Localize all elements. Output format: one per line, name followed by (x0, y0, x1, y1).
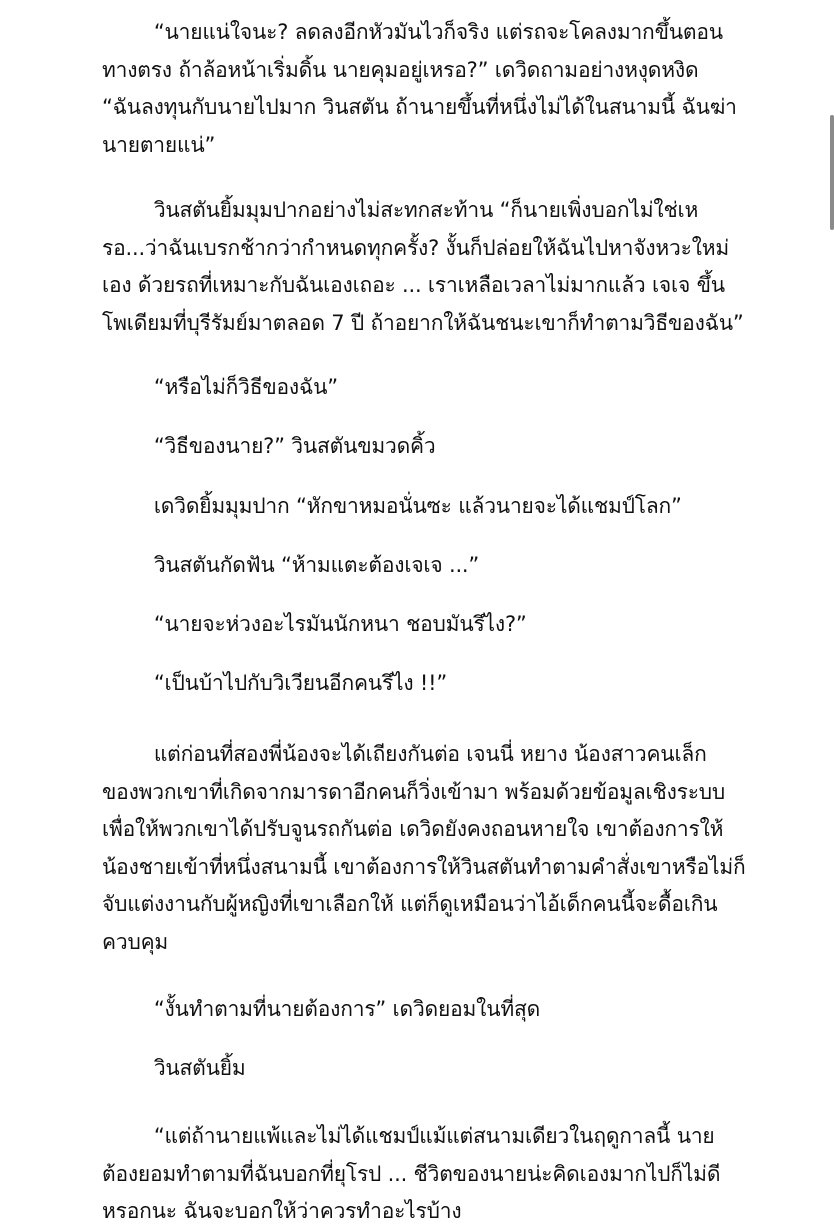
paragraph-8: “เป็นบ้าไปกับวิเวียนอีกคนรึไง !!” (102, 671, 448, 695)
paragraph-12: “แต่ถ้านายแพ้และไม่ได้แชมป์แม้แต่สนามเดียวในฤดูกาลนี้ นาย ต้องยอมทำตามที่ฉันบอกที่ยุโรป ... ชีวิตของนายน่ะคิดเองมากไปก็ไม่ดี หรอกนะ ฉันจะบอกให้ว่าควรทำอะไรบ้าง (102, 1124, 721, 1223)
paragraph-5: เดวิดยิ้มมุมปาก “หักขาหมอนั่นซะ แล้วนายจะได้แชมป์โลก” (102, 494, 682, 518)
paragraph-6: วินสตันกัดฟัน “ห้ามแตะต้องเจเจ ...” (102, 553, 480, 577)
paragraph-4: “วิธีของนาย?” วินสตันขมวดคิ้ว (102, 434, 436, 458)
paragraph-7: “นายจะห่วงอะไรมันนักหนา ชอบมันรึไง?” (102, 612, 527, 636)
paragraph-9: แต่ก่อนที่สองพี่น้องจะได้เถียงกันต่อ เจนนี่ หยาง น้องสาวคนเล็ก ของพวกเขาที่เกิดจากมารดาอีกคนก็วิ่งเข้ามา พร้อมด้วยข้อมูลเชิงระบบ เพื่อให้พวกเขาได้ปรับจูนรถกันต่อ เดวิดยังคงถอนหายใจ เขาต้องการให้ น้องชายเข้าที่หนึ่งสนามนี้ เขาต้องการให้วินสตันทำตามคำสั่งเขาหรือไม่ก็ จับแต่งงานกับผู้หญิงที่เขาเลือกให้ แต่ก็ดูเหมือนว่าไอ้เด็กคนนี้จะดื้อเกิน ควบคุม (102, 742, 746, 954)
paragraph-3: “หรือไม่ก็วิธีของฉัน” (102, 375, 338, 399)
paragraph-10: “งั้นทำตามที่นายต้องการ” เดวิดยอมในที่สุด (102, 997, 541, 1021)
scrollbar-thumb[interactable] (830, 115, 834, 230)
paragraph-1: “นายแน่ใจนะ? ลดลงอีกหัวมันไวก็จริง แต่รถจะโคลงมากขึ้นตอน ทางตรง ถ้าล้อหน้าเริ่มดิ้น นายคุมอยู่เหรอ?” เดวิดถามอย่างหงุดหงิด “ฉันลงทุนกับนายไปมาก วินสตัน ถ้านายขึ้นที่หนึ่งไม่ได้ในสนามนี้ ฉันฆ่า นายตายแน่” (102, 20, 737, 157)
paragraph-11: วินสตันยิ้ม (102, 1056, 246, 1080)
paragraph-2: วินสตันยิ้มมุมปากอย่างไม่สะทกสะท้าน “ก็นายเพิ่งบอกไม่ใช่เห รอ...ว่าฉันเบรกช้ากว่ากำหนดทุกครั้ง? งั้นก็ปล่อยให้ฉันไปหาจังหวะใหม่ เอง ด้วยรถที่เหมาะกับฉันเองเถอะ ... เราเหลือเวลาไม่มากแล้ว เจเจ ขึ้น โพเดียมที่บุรีรัมย์มาตลอด 7 ปี ถ้าอยากให้ฉันชนะเขาก็ทำตามวิธีของฉัน” (102, 198, 744, 335)
